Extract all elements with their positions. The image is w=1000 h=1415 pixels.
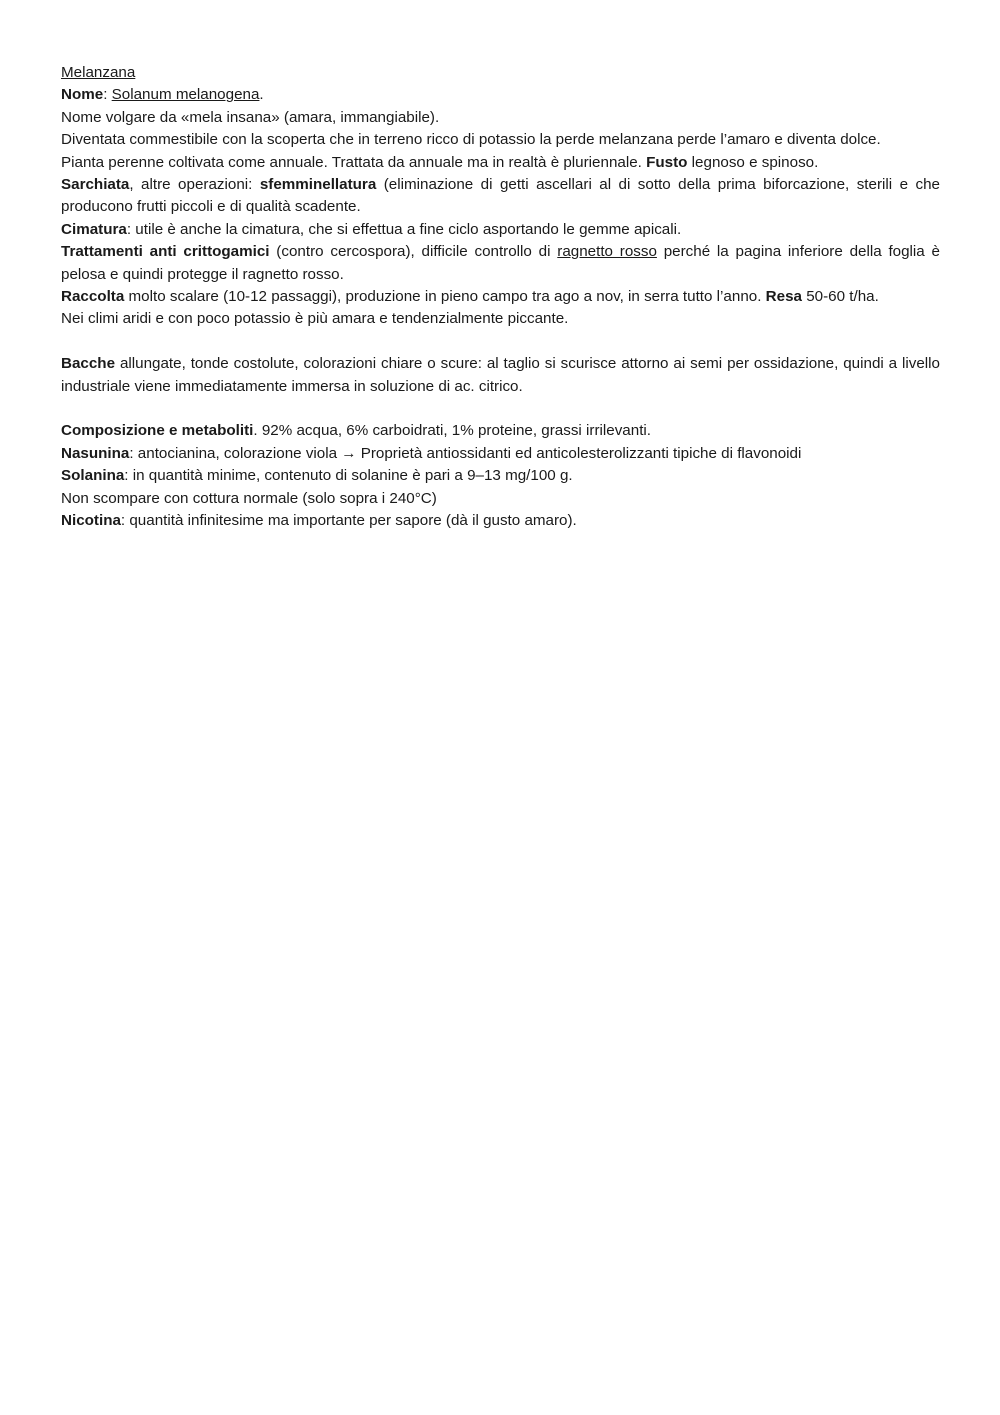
nicotina-paragraph xyxy=(61,510,940,532)
trattamenti-post: perché la pagina inferiore della foglia è pelosa e quindi protegge il ragnetto rosso. xyxy=(61,243,940,283)
solanina-paragraph xyxy=(61,465,940,487)
nome-value: Solanum melanogena xyxy=(111,86,260,104)
ragnetto-underline: ragnetto rosso xyxy=(557,243,657,261)
trattamenti-bold: Trattamenti anti crittogamici xyxy=(61,243,270,261)
title-text: Melanzana xyxy=(61,64,136,81)
section-title xyxy=(61,62,940,84)
sarchiata-mid: , altre operazioni: xyxy=(129,176,260,194)
volgare-paragraph: Nome volgare da «mela insana» (amara, immangiabile). xyxy=(61,108,440,126)
nasunina-mid: : antocianina, colorazione viola xyxy=(129,444,342,462)
trattamenti-mid: (contro cercospora), difficile controllo di xyxy=(269,243,558,261)
solanina-bold: Solanina xyxy=(61,467,125,485)
cottura-paragraph: Non scompare con cottura normale (solo sopra i 240°C) xyxy=(61,489,437,507)
nasunina-bold: Nasunina xyxy=(61,444,130,462)
raccolta-mid: molto scalare (10-12 passaggi), produzione in pieno campo tra ago a nov, in serra tutto l’anno. xyxy=(124,288,766,306)
cimatura-post: : utile è anche la cimatura, che si effettua a fine ciclo asportando le gemme apicali. xyxy=(126,220,682,238)
pianta-bold: Fusto xyxy=(646,153,688,171)
solanina-post: : in quantità minime, contenuto di solanine è pari a 9–13 mg/100 g. xyxy=(124,467,573,485)
nasunina-post: Proprietà antiossidanti ed anticolesterolizzanti tipiche di flavonoidi xyxy=(356,444,802,462)
nome-label: Nome xyxy=(61,86,104,104)
composizione-bold: Composizione e metaboliti xyxy=(61,422,254,440)
bacche-bold: Bacche xyxy=(61,355,116,373)
raccolta-paragraph xyxy=(61,286,940,308)
bacche-paragraph xyxy=(61,353,940,398)
raccolta-bold: Raccolta xyxy=(61,288,125,306)
composizione-paragraph xyxy=(61,420,940,442)
nasunina-paragraph xyxy=(61,443,940,465)
sarchiata-paragraph xyxy=(61,174,940,219)
commestibile-paragraph: Diventata commestibile con la scoperta che in terreno ricco di potassio la perde melanzana perde l’amaro e diventa dolce. xyxy=(61,131,881,149)
raccolta-post: 50-60 t/ha. xyxy=(801,288,879,306)
nicotina-bold: Nicotina xyxy=(61,512,121,530)
resa-bold: Resa xyxy=(765,288,802,306)
nicotina-post: : quantità infinitesime ma importante per sapore (dà il gusto amaro). xyxy=(120,512,577,530)
document-page xyxy=(61,62,940,533)
arrow-right-icon: → xyxy=(341,444,357,462)
nome-sep: : xyxy=(103,86,112,104)
pianta-paragraph xyxy=(61,152,940,174)
paragraph-spacer xyxy=(61,331,940,353)
sarchiata-bold: Sarchiata xyxy=(61,176,130,194)
paragraph-spacer xyxy=(61,398,940,420)
sfemminellatura-bold: sfemminellatura xyxy=(259,176,377,194)
nome-paragraph xyxy=(61,84,940,106)
pianta-post: legnoso e spinoso. xyxy=(687,153,819,171)
sarchiata-post: (eliminazione di getti ascellari al di sotto della prima biforcazione, sterili e che producono frutti piccoli e di qualità scadente. xyxy=(61,176,940,216)
cimatura-bold: Cimatura xyxy=(61,220,127,238)
trattamenti-paragraph xyxy=(61,241,940,286)
pianta-pre: Pianta perenne coltivata come annuale. Trattata da annuale ma in realtà è pluriennale. xyxy=(61,153,647,171)
composizione-post: . 92% acqua, 6% carboidrati, 1% proteine, grassi irrilevanti. xyxy=(253,422,652,440)
bacche-post: allungate, tonde costolute, colorazioni chiare o scure: al taglio si scurisce attorno ai semi per ossidazione, quindi a livello industriale viene immediatamente immersa in soluzione di ac. citrico. xyxy=(61,355,940,395)
nome-end: . xyxy=(259,86,264,104)
climi-paragraph: Nei climi aridi e con poco potassio è più amara e tendenzialmente piccante. xyxy=(61,310,569,328)
cimatura-paragraph xyxy=(61,219,940,241)
